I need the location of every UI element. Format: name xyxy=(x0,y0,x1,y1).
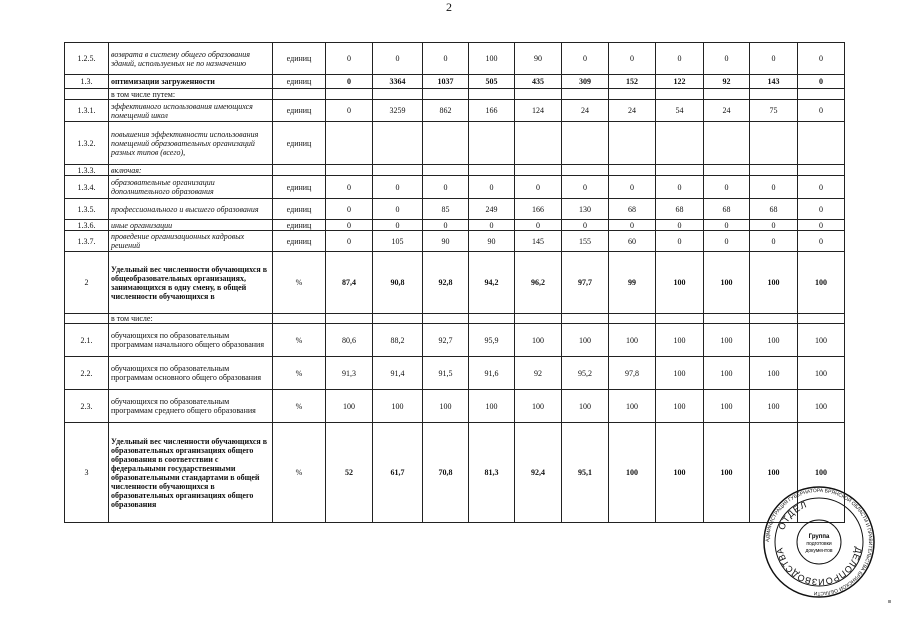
indicator-name-cell: оптимизации загруженности xyxy=(109,75,273,89)
value-cell: 60 xyxy=(609,231,656,252)
value-cell: 0 xyxy=(750,43,798,75)
value-cell: 309 xyxy=(562,75,609,89)
value-cell xyxy=(423,122,469,165)
value-cell: 68 xyxy=(704,199,750,220)
value-cell xyxy=(609,314,656,324)
value-cell xyxy=(704,89,750,100)
value-cell: 68 xyxy=(750,199,798,220)
value-cell xyxy=(326,314,373,324)
value-cell: 0 xyxy=(326,220,373,231)
value-cell: 100 xyxy=(750,423,798,523)
value-cell: 100 xyxy=(609,390,656,423)
value-cell: 100 xyxy=(798,252,845,314)
indicator-name-cell: обучающихся по образовательным программам начального общего образования xyxy=(109,324,273,357)
value-cell: 130 xyxy=(562,199,609,220)
value-cell: 1037 xyxy=(423,75,469,89)
value-cell: 24 xyxy=(562,100,609,122)
value-cell xyxy=(750,165,798,176)
table-row xyxy=(65,220,845,231)
value-cell: 0 xyxy=(373,176,423,199)
unit-cell: единиц xyxy=(273,43,326,75)
value-cell xyxy=(798,89,845,100)
indicator-name-cell: в том числе: xyxy=(109,314,273,324)
value-cell: 100 xyxy=(704,252,750,314)
row-number-cell: 1.3. xyxy=(65,75,109,89)
value-cell: 0 xyxy=(515,220,562,231)
value-cell: 100 xyxy=(750,252,798,314)
value-cell: 100 xyxy=(798,324,845,357)
value-cell: 75 xyxy=(750,100,798,122)
value-cell: 0 xyxy=(656,220,704,231)
value-cell: 100 xyxy=(326,390,373,423)
value-cell: 100 xyxy=(469,390,515,423)
value-cell: 100 xyxy=(750,357,798,390)
indicator-name-cell: образовательные организации дополнительного образования xyxy=(109,176,273,199)
value-cell: 100 xyxy=(423,390,469,423)
indicator-name-cell: возврата в систему общего образования зданий, используемых не по назначению xyxy=(109,43,273,75)
indicator-name-cell: в том числе путем: xyxy=(109,89,273,100)
value-cell: 0 xyxy=(373,43,423,75)
row-number-cell: 1.3.3. xyxy=(65,165,109,176)
row-number-cell xyxy=(65,89,109,100)
value-cell: 95,1 xyxy=(562,423,609,523)
value-cell xyxy=(704,122,750,165)
unit-cell: % xyxy=(273,324,326,357)
row-number-cell: 1.3.6. xyxy=(65,220,109,231)
value-cell: 155 xyxy=(562,231,609,252)
table-row xyxy=(65,165,845,176)
value-cell: 95,9 xyxy=(469,324,515,357)
table-row xyxy=(65,199,845,220)
value-cell: 24 xyxy=(704,100,750,122)
value-cell: 0 xyxy=(656,176,704,199)
table-row xyxy=(65,390,845,423)
value-cell: 3259 xyxy=(373,100,423,122)
value-cell: 80,6 xyxy=(326,324,373,357)
value-cell xyxy=(562,165,609,176)
value-cell: 0 xyxy=(423,43,469,75)
row-number-cell: 3 xyxy=(65,423,109,523)
value-cell: 85 xyxy=(423,199,469,220)
value-cell: 97,7 xyxy=(562,252,609,314)
value-cell xyxy=(562,314,609,324)
value-cell: 122 xyxy=(656,75,704,89)
value-cell: 0 xyxy=(750,231,798,252)
value-cell xyxy=(609,89,656,100)
value-cell: 92 xyxy=(515,357,562,390)
stamp-line-2: ДЕЛОПРОИЗВОДСТВА xyxy=(774,546,864,588)
value-cell: 0 xyxy=(798,176,845,199)
value-cell: 81,3 xyxy=(469,423,515,523)
indicator-name-cell: эффективного использования имеющихся помещений школ xyxy=(109,100,273,122)
value-cell: 68 xyxy=(609,199,656,220)
value-cell: 96,2 xyxy=(515,252,562,314)
value-cell xyxy=(562,122,609,165)
value-cell: 100 xyxy=(656,357,704,390)
value-cell: 0 xyxy=(750,220,798,231)
value-cell: 0 xyxy=(704,231,750,252)
value-cell: 100 xyxy=(515,324,562,357)
value-cell xyxy=(798,165,845,176)
value-cell: 100 xyxy=(656,423,704,523)
value-cell xyxy=(373,122,423,165)
value-cell: 0 xyxy=(798,231,845,252)
unit-cell: % xyxy=(273,252,326,314)
value-cell xyxy=(469,89,515,100)
value-cell: 100 xyxy=(798,357,845,390)
value-cell: 0 xyxy=(469,220,515,231)
value-cell: 95,2 xyxy=(562,357,609,390)
value-cell: 0 xyxy=(423,176,469,199)
value-cell: 435 xyxy=(515,75,562,89)
indicator-name-cell: проведение организационных кадровых решений xyxy=(109,231,273,252)
table-row xyxy=(65,100,845,122)
table-row xyxy=(65,252,845,314)
value-cell: 0 xyxy=(562,220,609,231)
row-number-cell: 2.1. xyxy=(65,324,109,357)
value-cell xyxy=(469,165,515,176)
value-cell xyxy=(609,165,656,176)
row-number-cell: 1.3.2. xyxy=(65,122,109,165)
value-cell xyxy=(704,165,750,176)
indicator-name-cell: Удельный вес численности обучающихся в общеобразовательных организациях, занимающихся в одну смену, в общей численности обучающихся в xyxy=(109,252,273,314)
value-cell xyxy=(562,89,609,100)
row-number-cell: 1.3.5. xyxy=(65,199,109,220)
indicators-table xyxy=(64,42,845,523)
value-cell: 92,7 xyxy=(423,324,469,357)
value-cell: 91,6 xyxy=(469,357,515,390)
value-cell: 0 xyxy=(373,199,423,220)
indicator-name-cell: повышения эффективности использования помещений образовательных организаций разных типов (всего), xyxy=(109,122,273,165)
unit-cell: единиц xyxy=(273,75,326,89)
value-cell: 0 xyxy=(562,176,609,199)
value-cell: 88,2 xyxy=(373,324,423,357)
value-cell xyxy=(515,89,562,100)
value-cell: 166 xyxy=(515,199,562,220)
indicator-name-cell: обучающихся по образовательным программам среднего общего образования xyxy=(109,390,273,423)
value-cell: 100 xyxy=(750,324,798,357)
value-cell xyxy=(469,122,515,165)
page-number: 2 xyxy=(446,0,452,14)
value-cell: 249 xyxy=(469,199,515,220)
value-cell: 0 xyxy=(326,100,373,122)
value-cell: 105 xyxy=(373,231,423,252)
value-cell: 100 xyxy=(750,390,798,423)
unit-cell xyxy=(273,165,326,176)
table-row xyxy=(65,43,845,75)
value-cell: 100 xyxy=(373,390,423,423)
table-row xyxy=(65,75,845,89)
table-row xyxy=(65,176,845,199)
table-row xyxy=(65,122,845,165)
value-cell: 100 xyxy=(656,324,704,357)
unit-cell: единиц xyxy=(273,122,326,165)
value-cell xyxy=(750,122,798,165)
unit-cell: единиц xyxy=(273,231,326,252)
unit-cell: единиц xyxy=(273,220,326,231)
value-cell xyxy=(656,314,704,324)
value-cell: 124 xyxy=(515,100,562,122)
value-cell: 0 xyxy=(704,220,750,231)
value-cell xyxy=(656,165,704,176)
value-cell: 0 xyxy=(656,43,704,75)
value-cell: 0 xyxy=(798,220,845,231)
indicator-name-cell: иные организации xyxy=(109,220,273,231)
value-cell: 100 xyxy=(704,324,750,357)
value-cell: 90 xyxy=(469,231,515,252)
value-cell: 61,7 xyxy=(373,423,423,523)
value-cell xyxy=(423,89,469,100)
row-number-cell: 1.2.5. xyxy=(65,43,109,75)
indicator-name-cell: включая: xyxy=(109,165,273,176)
value-cell: 100 xyxy=(656,390,704,423)
value-cell: 505 xyxy=(469,75,515,89)
scan-speck xyxy=(888,600,891,603)
value-cell xyxy=(798,122,845,165)
value-cell: 100 xyxy=(704,357,750,390)
value-cell xyxy=(704,314,750,324)
value-cell: 54 xyxy=(656,100,704,122)
value-cell: 0 xyxy=(469,176,515,199)
row-number-cell: 1.3.7. xyxy=(65,231,109,252)
unit-cell: единиц xyxy=(273,176,326,199)
stamp-center-1: Группа xyxy=(808,534,830,540)
row-number-cell: 2.3. xyxy=(65,390,109,423)
value-cell: 152 xyxy=(609,75,656,89)
stamp-outer-text: АДМИНИСТРАЦИЯ ГУБЕРНАТОРА БРЯНСКОЙ ОБЛАСТИ И ПРАВИТЕЛЬСТВА БРЯНСКОЙ ОБЛАСТИ xyxy=(764,487,874,597)
value-cell: 0 xyxy=(609,176,656,199)
value-cell: 100 xyxy=(656,252,704,314)
value-cell: 90,8 xyxy=(373,252,423,314)
row-number-cell: 2.2. xyxy=(65,357,109,390)
value-cell: 0 xyxy=(750,176,798,199)
value-cell: 3364 xyxy=(373,75,423,89)
stamp-center-3: документов xyxy=(805,548,833,554)
value-cell: 91,5 xyxy=(423,357,469,390)
value-cell xyxy=(515,314,562,324)
table-row xyxy=(65,231,845,252)
table-row xyxy=(65,89,845,100)
value-cell xyxy=(469,314,515,324)
value-cell: 0 xyxy=(562,43,609,75)
value-cell: 100 xyxy=(704,390,750,423)
value-cell xyxy=(326,89,373,100)
value-cell: 87,4 xyxy=(326,252,373,314)
value-cell: 100 xyxy=(798,390,845,423)
value-cell xyxy=(373,165,423,176)
value-cell: 97,8 xyxy=(609,357,656,390)
unit-cell: % xyxy=(273,423,326,523)
value-cell: 0 xyxy=(326,231,373,252)
value-cell: 100 xyxy=(562,390,609,423)
value-cell xyxy=(423,314,469,324)
value-cell: 52 xyxy=(326,423,373,523)
value-cell xyxy=(656,122,704,165)
table-row xyxy=(65,357,845,390)
value-cell: 0 xyxy=(798,43,845,75)
indicator-name-cell: Удельный вес численности обучающихся в образовательных организациях общего образования в соответствии с федеральными государственными образовательными стандартами в общей численности обучающихся в образовательных организациях общего образования xyxy=(109,423,273,523)
stamp-center-2: подготовки xyxy=(806,541,832,547)
value-cell: 94,2 xyxy=(469,252,515,314)
value-cell: 0 xyxy=(798,75,845,89)
value-cell: 24 xyxy=(609,100,656,122)
value-cell xyxy=(515,165,562,176)
value-cell: 100 xyxy=(609,324,656,357)
value-cell: 0 xyxy=(798,100,845,122)
indicator-name-cell: обучающихся по образовательным программам основного общего образования xyxy=(109,357,273,390)
value-cell: 68 xyxy=(656,199,704,220)
value-cell: 92,8 xyxy=(423,252,469,314)
value-cell: 143 xyxy=(750,75,798,89)
value-cell xyxy=(750,314,798,324)
value-cell: 0 xyxy=(326,75,373,89)
indicator-name-cell: профессионального и высшего образования xyxy=(109,199,273,220)
value-cell xyxy=(326,122,373,165)
value-cell: 99 xyxy=(609,252,656,314)
value-cell: 100 xyxy=(798,423,845,523)
value-cell xyxy=(656,89,704,100)
table-row xyxy=(65,423,845,523)
value-cell: 0 xyxy=(326,176,373,199)
row-number-cell: 1.3.1. xyxy=(65,100,109,122)
table-row xyxy=(65,314,845,324)
value-cell xyxy=(373,314,423,324)
value-cell: 0 xyxy=(373,220,423,231)
row-number-cell: 2 xyxy=(65,252,109,314)
value-cell xyxy=(609,122,656,165)
value-cell: 0 xyxy=(326,199,373,220)
value-cell: 0 xyxy=(326,43,373,75)
value-cell xyxy=(326,165,373,176)
row-number-cell: 1.3.4. xyxy=(65,176,109,199)
value-cell: 92,4 xyxy=(515,423,562,523)
value-cell: 100 xyxy=(704,423,750,523)
value-cell: 100 xyxy=(515,390,562,423)
row-number-cell xyxy=(65,314,109,324)
value-cell: 862 xyxy=(423,100,469,122)
unit-cell: единиц xyxy=(273,199,326,220)
value-cell: 100 xyxy=(469,43,515,75)
value-cell: 100 xyxy=(562,324,609,357)
value-cell: 0 xyxy=(704,43,750,75)
value-cell: 90 xyxy=(515,43,562,75)
value-cell xyxy=(750,89,798,100)
value-cell: 100 xyxy=(609,423,656,523)
value-cell: 145 xyxy=(515,231,562,252)
unit-cell xyxy=(273,89,326,100)
value-cell: 0 xyxy=(515,176,562,199)
table-body xyxy=(65,43,845,523)
value-cell: 91,4 xyxy=(373,357,423,390)
value-cell xyxy=(515,122,562,165)
value-cell: 90 xyxy=(423,231,469,252)
value-cell: 70,8 xyxy=(423,423,469,523)
value-cell: 91,3 xyxy=(326,357,373,390)
value-cell: 0 xyxy=(423,220,469,231)
value-cell xyxy=(423,165,469,176)
value-cell: 92 xyxy=(704,75,750,89)
unit-cell: % xyxy=(273,390,326,423)
value-cell: 0 xyxy=(704,176,750,199)
department-stamp xyxy=(763,486,875,598)
value-cell: 0 xyxy=(609,43,656,75)
table-row xyxy=(65,324,845,357)
value-cell: 0 xyxy=(798,199,845,220)
value-cell xyxy=(373,89,423,100)
unit-cell: единиц xyxy=(273,100,326,122)
unit-cell: % xyxy=(273,357,326,390)
value-cell: 0 xyxy=(609,220,656,231)
unit-cell xyxy=(273,314,326,324)
value-cell: 0 xyxy=(656,231,704,252)
stamp-line-1: ОТДЕЛ xyxy=(776,499,809,532)
value-cell xyxy=(798,314,845,324)
value-cell: 166 xyxy=(469,100,515,122)
